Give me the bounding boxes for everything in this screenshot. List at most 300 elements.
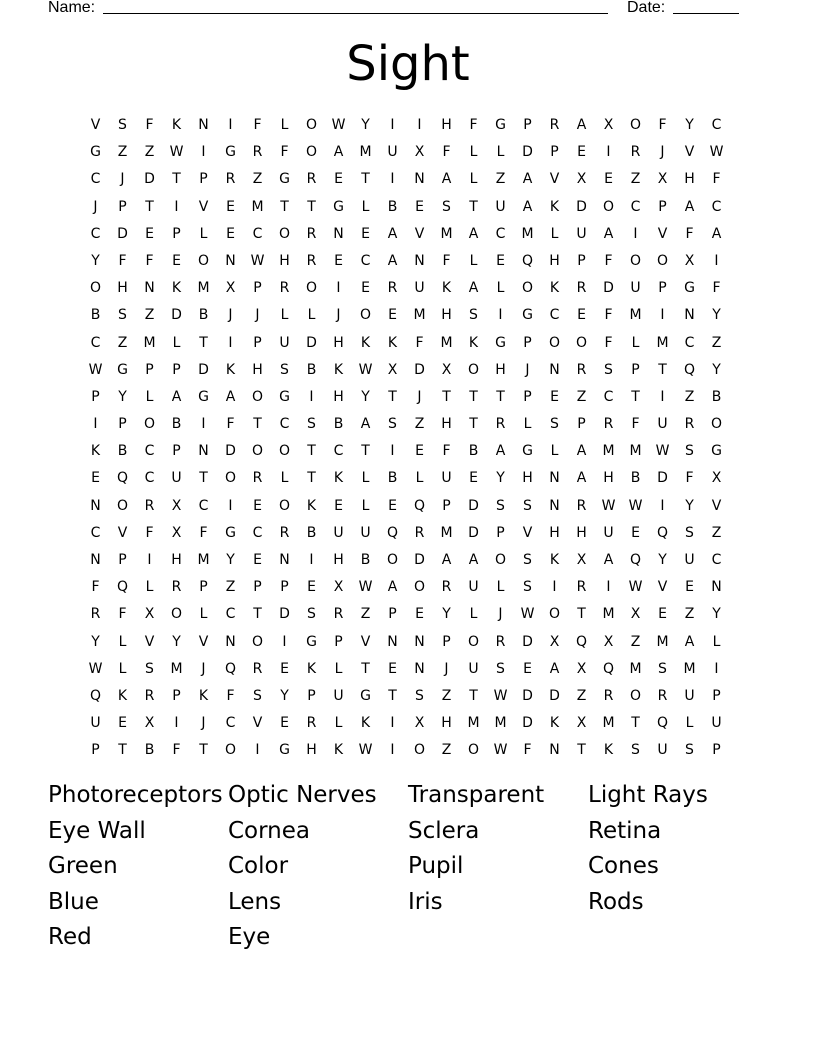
grid-letter: I <box>390 443 395 460</box>
grid-letter: V <box>549 171 560 188</box>
grid-letter: R <box>441 579 452 596</box>
grid-letter: E <box>280 715 289 732</box>
grid-letter: Z <box>441 742 452 759</box>
grid-letter: L <box>145 388 154 405</box>
grid-letter: T <box>496 388 505 405</box>
grid-letter: O <box>359 307 372 324</box>
name-label: Name: <box>48 0 96 16</box>
grid-letter: I <box>660 497 665 514</box>
word-list-item: Color <box>228 853 289 880</box>
grid-letter: F <box>226 416 235 433</box>
grid-letter: O <box>413 742 426 759</box>
grid-letter: H <box>549 252 560 269</box>
grid-letter: H <box>603 470 614 487</box>
grid-letter: O <box>143 416 156 433</box>
grid-letter: F <box>253 117 262 133</box>
grid-letter: S <box>604 361 613 378</box>
grid-letter: F <box>604 307 613 324</box>
grid-letter: V <box>522 524 533 541</box>
grid-letter: K <box>333 361 344 378</box>
grid-letter: T <box>577 606 586 623</box>
grid-letter: M <box>359 144 372 161</box>
grid-letter: H <box>684 171 695 188</box>
grid-letter: Q <box>629 552 642 568</box>
grid-letter: J <box>255 307 260 324</box>
grid-letter: L <box>469 252 478 269</box>
grid-letter: O <box>656 252 669 269</box>
grid-letter: J <box>498 606 503 623</box>
grid-letter: R <box>387 280 398 297</box>
grid-letter: G <box>225 144 236 161</box>
grid-letter: Z <box>144 144 155 161</box>
grid-letter: R <box>603 687 614 704</box>
word-list-item: Blue <box>48 888 99 915</box>
grid-letter: E <box>388 660 397 677</box>
grid-letter: J <box>201 660 206 677</box>
grid-letter: E <box>361 280 370 297</box>
grid-letter: E <box>577 307 586 324</box>
word-list-item: Eye Wall <box>48 817 146 844</box>
grid-letter: I <box>309 388 314 405</box>
grid-letter: J <box>93 198 98 215</box>
grid-letter: C <box>711 117 722 133</box>
grid-letter: T <box>307 443 316 460</box>
grid-letter: S <box>685 524 694 541</box>
grid-letter: L <box>280 470 289 487</box>
grid-letter: K <box>171 117 182 133</box>
grid-letter: A <box>576 470 587 487</box>
grid-letter: W <box>493 742 508 759</box>
grid-letter: E <box>253 497 262 514</box>
grid-letter: H <box>441 117 452 133</box>
grid-letter: V <box>117 524 128 541</box>
grid-letter: T <box>253 416 262 433</box>
grid-letter: E <box>226 198 235 215</box>
grid-letter: T <box>199 334 208 351</box>
grid-letter: B <box>711 388 722 405</box>
grid-letter: O <box>386 552 399 568</box>
word-list-item: Sclera <box>408 817 480 844</box>
grid-letter: Z <box>252 171 263 188</box>
grid-letter: L <box>415 470 424 487</box>
grid-letter: P <box>253 334 262 351</box>
grid-letter: Y <box>91 633 100 650</box>
word-list-item: Optic Nerves <box>228 782 377 808</box>
grid-letter: U <box>468 660 479 677</box>
grid-letter: S <box>631 742 640 759</box>
grid-letter: K <box>225 361 236 378</box>
grid-letter: C <box>711 198 722 215</box>
grid-letter: O <box>467 633 480 650</box>
grid-letter: L <box>496 144 505 161</box>
grid-letter: R <box>495 416 506 433</box>
grid-letter: U <box>576 225 587 242</box>
grid-letter: F <box>442 144 451 161</box>
grid-letter: A <box>684 198 695 215</box>
grid-letter: L <box>469 171 478 188</box>
grid-letter: F <box>658 117 667 133</box>
grid-letter: P <box>523 388 532 405</box>
grid-letter: K <box>117 687 128 704</box>
grid-letter: S <box>442 198 451 215</box>
grid-letter: U <box>657 742 668 759</box>
grid-letter: O <box>251 443 264 460</box>
grid-letter: P <box>496 524 505 541</box>
grid-letter: L <box>334 660 343 677</box>
grid-letter: B <box>333 416 344 433</box>
grid-letter: M <box>629 307 642 324</box>
grid-letter: M <box>602 715 615 732</box>
grid-letter: I <box>228 334 233 351</box>
grid-letter: I <box>201 144 206 161</box>
grid-letter: M <box>629 443 642 460</box>
grid-letter: T <box>577 742 586 759</box>
grid-letter: I <box>147 552 152 568</box>
grid-letter: Z <box>684 388 695 405</box>
grid-letter: E <box>685 579 694 596</box>
grid-letter: Y <box>712 606 721 623</box>
grid-letter: W <box>601 497 616 514</box>
grid-letter: A <box>711 225 722 242</box>
grid-letter: O <box>629 252 642 269</box>
grid-letter: R <box>576 280 587 297</box>
grid-letter: U <box>468 579 479 596</box>
grid-letter: C <box>603 388 614 405</box>
grid-letter: Q <box>521 252 534 269</box>
grid-letter: L <box>361 470 370 487</box>
grid-letter: P <box>199 579 208 596</box>
grid-letter: T <box>199 742 208 759</box>
grid-letter: H <box>333 388 344 405</box>
grid-letter: K <box>306 497 317 514</box>
grid-letter: Y <box>361 388 370 405</box>
grid-letter: V <box>198 633 209 650</box>
grid-letter: F <box>145 117 154 133</box>
grid-letter: S <box>658 660 667 677</box>
grid-letter: I <box>606 144 611 161</box>
grid-letter: I <box>498 307 503 324</box>
grid-letter: S <box>496 497 505 514</box>
word-list-item: Cones <box>588 853 659 880</box>
grid-letter: C <box>630 198 641 215</box>
grid-letter: I <box>309 552 314 568</box>
grid-letter: F <box>631 416 640 433</box>
grid-letter: Q <box>116 470 129 487</box>
grid-letter: L <box>631 334 640 351</box>
grid-letter: Z <box>630 171 641 188</box>
grid-letter: R <box>90 606 101 623</box>
grid-letter: L <box>469 606 478 623</box>
grid-letter: X <box>576 715 587 732</box>
grid-letter: K <box>549 280 560 297</box>
grid-letter: P <box>253 280 262 297</box>
grid-letter: C <box>360 252 371 269</box>
grid-letter: D <box>522 144 533 161</box>
grid-letter: Y <box>280 687 289 704</box>
grid-letter: U <box>90 715 101 732</box>
grid-letter: U <box>171 470 182 487</box>
grid-letter: Y <box>658 552 667 568</box>
grid-letter: W <box>169 144 184 161</box>
grid-letter: X <box>603 117 614 133</box>
grid-letter: Z <box>117 144 128 161</box>
grid-letter: F <box>118 606 127 623</box>
grid-letter: C <box>90 524 101 541</box>
grid-letter: F <box>145 252 154 269</box>
grid-letter: D <box>117 225 128 242</box>
grid-letter: Y <box>442 606 451 623</box>
grid-letter: P <box>523 334 532 351</box>
grid-letter: P <box>91 388 100 405</box>
grid-letter: I <box>390 171 395 188</box>
grid-letter: H <box>441 715 452 732</box>
grid-letter: Y <box>712 307 721 324</box>
grid-letter: L <box>469 144 478 161</box>
grid-letter: S <box>523 552 532 568</box>
grid-letter: L <box>145 579 154 596</box>
grid-letter: A <box>387 579 398 596</box>
grid-letter: R <box>306 715 317 732</box>
word-list-item: Light Rays <box>588 782 708 808</box>
grid-letter: M <box>656 334 669 351</box>
grid-letter: H <box>495 361 506 378</box>
word-list-item: Rods <box>588 888 644 915</box>
grid-letter: X <box>387 361 398 378</box>
grid-letter: O <box>305 280 318 297</box>
grid-letter: C <box>279 416 290 433</box>
grid-letter: R <box>306 252 317 269</box>
grid-letter: I <box>390 742 395 759</box>
grid-letter: R <box>306 171 317 188</box>
grid-letter: H <box>171 552 182 568</box>
grid-letter: N <box>225 633 236 650</box>
grid-letter: H <box>279 252 290 269</box>
grid-letter: C <box>90 334 101 351</box>
grid-letter: E <box>172 252 181 269</box>
grid-letter: K <box>549 552 560 568</box>
grid-letter: N <box>198 117 209 133</box>
grid-letter: B <box>468 443 479 460</box>
grid-letter: R <box>171 579 182 596</box>
word-list-item: Green <box>48 853 118 880</box>
grid-letter: H <box>252 361 263 378</box>
grid-letter: D <box>657 470 668 487</box>
grid-letter: C <box>90 225 101 242</box>
grid-letter: L <box>361 198 370 215</box>
grid-letter: D <box>144 171 155 188</box>
grid-letter: L <box>496 280 505 297</box>
grid-letter: V <box>360 633 371 650</box>
grid-letter: N <box>549 361 560 378</box>
grid-letter: G <box>684 280 695 297</box>
grid-letter: Y <box>91 252 100 269</box>
grid-letter: O <box>251 388 264 405</box>
grid-letter: L <box>712 633 721 650</box>
grid-letter: J <box>444 660 449 677</box>
grid-letter: V <box>414 225 425 242</box>
grid-letter: B <box>387 198 398 215</box>
grid-letter: A <box>603 552 614 568</box>
grid-letter: O <box>197 252 210 269</box>
grid-letter: L <box>361 497 370 514</box>
grid-letter: J <box>120 171 125 188</box>
grid-letter: Y <box>685 497 694 514</box>
grid-letter: I <box>201 416 206 433</box>
grid-letter: P <box>577 416 586 433</box>
grid-letter: E <box>415 198 424 215</box>
letter-grid <box>82 112 730 765</box>
grid-letter: T <box>145 198 154 215</box>
grid-letter: E <box>415 606 424 623</box>
grid-letter: K <box>90 443 101 460</box>
grid-letter: X <box>684 252 695 269</box>
grid-letter: I <box>228 497 233 514</box>
grid-letter: G <box>522 307 533 324</box>
grid-letter: G <box>333 198 344 215</box>
grid-letter: Y <box>172 633 181 650</box>
grid-letter: M <box>683 660 696 677</box>
grid-letter: E <box>334 497 343 514</box>
grid-letter: O <box>521 280 534 297</box>
grid-letter: W <box>358 742 373 759</box>
grid-letter: U <box>279 334 290 351</box>
grid-letter: E <box>388 497 397 514</box>
grid-letter: N <box>414 660 425 677</box>
grid-letter: F <box>442 443 451 460</box>
grid-letter: T <box>388 388 397 405</box>
grid-letter: Q <box>116 579 129 596</box>
grid-letter: T <box>361 660 370 677</box>
grid-letter: S <box>685 443 694 460</box>
grid-letter: B <box>171 416 182 433</box>
grid-letter: M <box>467 715 480 732</box>
grid-letter: A <box>333 144 344 161</box>
grid-letter: R <box>549 117 560 133</box>
grid-letter: D <box>414 552 425 568</box>
grid-letter: G <box>522 443 533 460</box>
page-title: Sight <box>346 36 470 92</box>
grid-letter: F <box>91 579 100 596</box>
grid-letter: E <box>145 225 154 242</box>
grid-letter: C <box>198 497 209 514</box>
grid-letter: P <box>712 687 721 704</box>
grid-letter: F <box>685 470 694 487</box>
grid-letter: O <box>548 334 561 351</box>
grid-letter: I <box>174 198 179 215</box>
grid-letter: P <box>442 633 451 650</box>
grid-letter: O <box>494 552 507 568</box>
grid-letter: G <box>495 334 506 351</box>
grid-letter: I <box>228 117 233 133</box>
grid-letter: P <box>118 416 127 433</box>
grid-letter: U <box>441 470 452 487</box>
grid-letter: J <box>336 307 341 324</box>
grid-letter: R <box>576 579 587 596</box>
grid-letter: L <box>118 633 127 650</box>
grid-letter: D <box>549 687 560 704</box>
grid-letter: L <box>334 715 343 732</box>
grid-letter: N <box>90 552 101 568</box>
grid-letter: A <box>522 198 533 215</box>
grid-letter: U <box>333 524 344 541</box>
grid-letter: H <box>333 334 344 351</box>
grid-letter: D <box>171 307 182 324</box>
grid-letter: R <box>225 171 236 188</box>
grid-letter: D <box>225 443 236 460</box>
grid-letter: V <box>711 497 722 514</box>
grid-letter: F <box>118 252 127 269</box>
grid-letter: W <box>358 361 373 378</box>
grid-letter: K <box>603 742 614 759</box>
grid-letter: S <box>523 497 532 514</box>
word-list-item: Transparent <box>408 782 545 808</box>
grid-letter: Z <box>441 687 452 704</box>
grid-letter: C <box>495 225 506 242</box>
grid-letter: L <box>496 579 505 596</box>
grid-letter: O <box>413 579 426 596</box>
grid-letter: B <box>306 361 317 378</box>
grid-letter: X <box>441 361 452 378</box>
grid-letter: L <box>280 117 289 133</box>
grid-letter: E <box>226 225 235 242</box>
grid-letter: O <box>710 416 723 433</box>
grid-letter: U <box>387 144 398 161</box>
grid-letter: F <box>712 171 721 188</box>
grid-letter: J <box>228 307 233 324</box>
grid-letter: P <box>388 606 397 623</box>
grid-letter: L <box>199 225 208 242</box>
grid-letter: U <box>657 416 668 433</box>
grid-letter: N <box>711 579 722 596</box>
grid-letter: N <box>144 280 155 297</box>
grid-letter: Z <box>414 416 425 433</box>
grid-letter: Z <box>117 334 128 351</box>
grid-letter: E <box>496 252 505 269</box>
grid-letter: M <box>440 334 453 351</box>
grid-letter: U <box>684 687 695 704</box>
grid-letter: X <box>576 552 587 568</box>
grid-letter: R <box>279 280 290 297</box>
grid-letter: O <box>629 687 642 704</box>
grid-letter: Q <box>575 633 588 650</box>
grid-letter: S <box>307 606 316 623</box>
grid-letter: L <box>280 307 289 324</box>
grid-letter: O <box>467 361 480 378</box>
grid-letter: A <box>441 552 452 568</box>
grid-letter: Z <box>495 171 506 188</box>
date-blank-line <box>673 13 739 14</box>
grid-letter: A <box>468 280 479 297</box>
grid-letter: N <box>549 497 560 514</box>
grid-letter: N <box>279 552 290 568</box>
grid-letter: Y <box>361 117 370 133</box>
grid-letter: A <box>522 171 533 188</box>
grid-letter: G <box>198 388 209 405</box>
grid-letter: A <box>468 225 479 242</box>
grid-letter: D <box>279 606 290 623</box>
grid-letter: U <box>603 524 614 541</box>
grid-letter: T <box>307 470 316 487</box>
grid-letter: F <box>442 252 451 269</box>
grid-letter: A <box>603 225 614 242</box>
grid-letter: N <box>333 225 344 242</box>
grid-letter: T <box>469 388 478 405</box>
grid-letter: E <box>604 171 613 188</box>
grid-letter: D <box>306 334 317 351</box>
grid-letter: A <box>387 252 398 269</box>
grid-letter: C <box>711 552 722 568</box>
grid-letter: E <box>415 443 424 460</box>
